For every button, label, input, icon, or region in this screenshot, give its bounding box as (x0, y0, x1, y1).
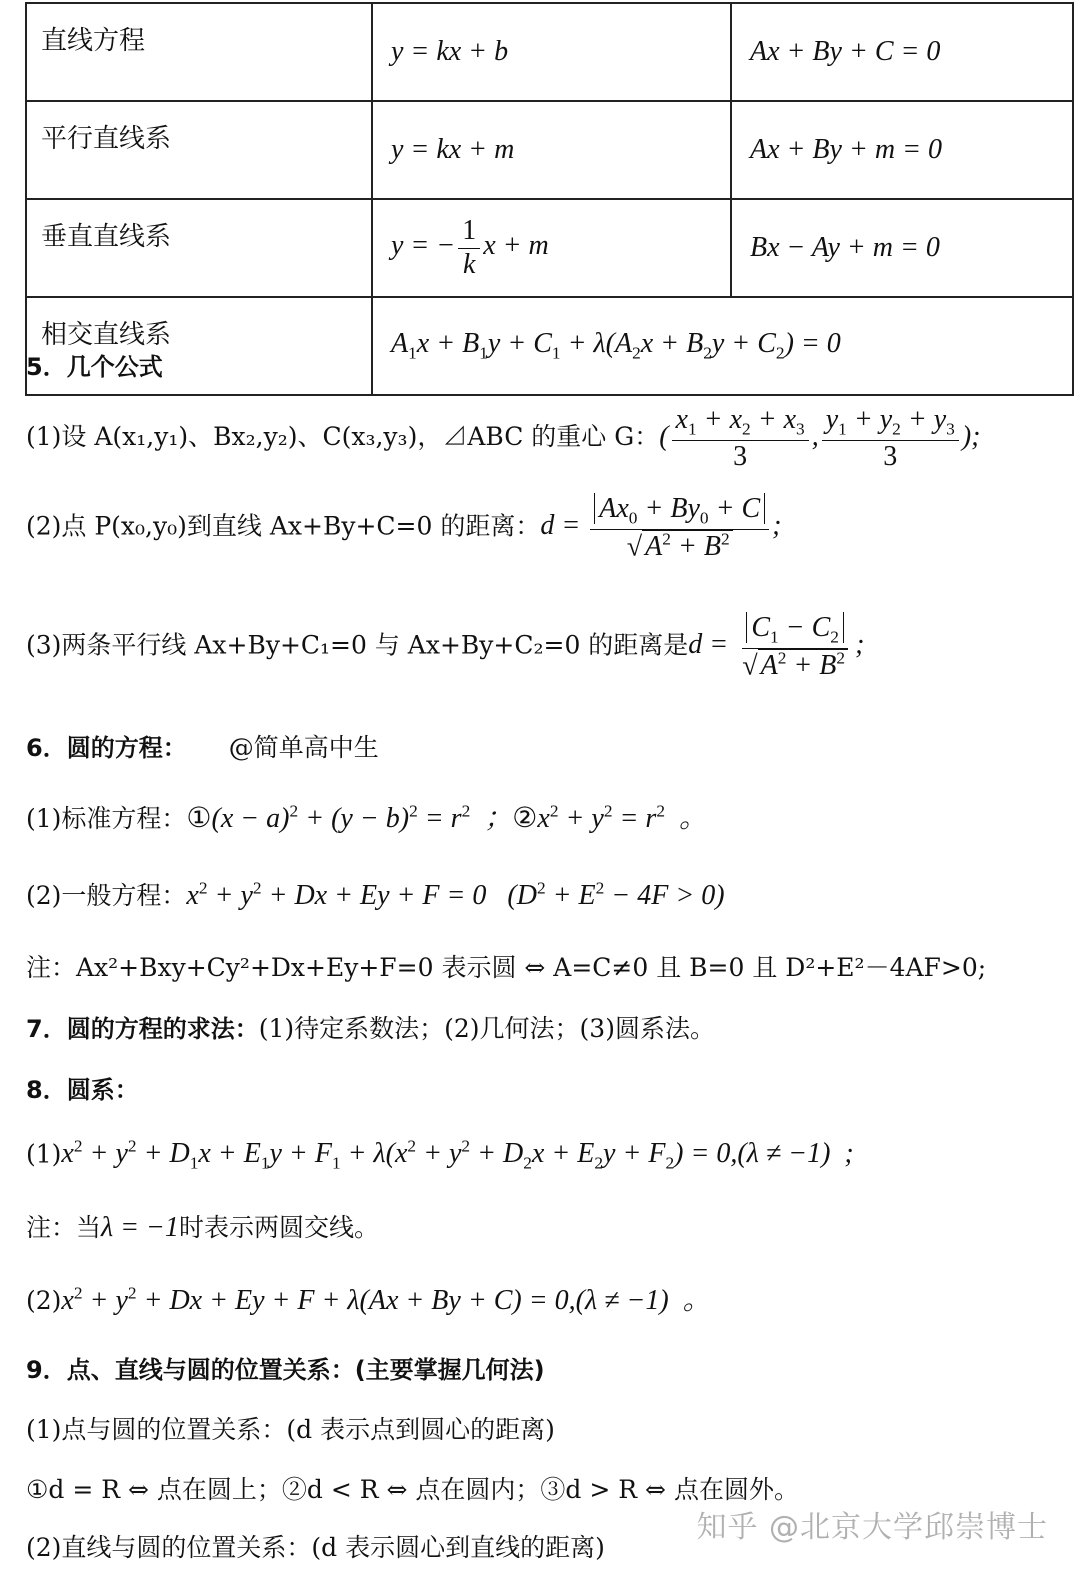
section-5-heading: 5．几个公式 (26, 353, 163, 381)
formula-general: Ax + By + C = 0 (750, 36, 941, 67)
circle-family-1: $(1)x^2 + y^2 + D_1x + E_1y + F_1 + \lambda(x^2 + y^2 + D_2x + E_2y + F_2) = 0,(\lambda \ne -1)$ ; (26, 1137, 854, 1173)
circle-family-note: 注：当λ = −1时表示两圆交线。 (26, 1212, 379, 1243)
table-row (26, 3, 1073, 101)
circle-condition-note: 注：Ax²+Bxy+Cy²+Dx+Ey+F=0 表示圆 ⇔ A=C≠0 且 B=0 且 D²+E²－4AF>0; (26, 953, 987, 982)
zhihu-watermark: 知乎 @北京大学邱崇博士 (696, 1510, 1048, 1545)
centroid-formula: (1)设 A(x₁,y₁)、Bx₂,y₂)、C(x₃,y₃)，⊿ABC 的重心 G：( $\frac{x_1 + x_2 + x_3}{3}$ , $\frac{y_1 + y_2 + y_3}{3}$ ); (26, 404, 981, 472)
circle-general-equation: (2)一般方程：$x^2 + y^2 + Dx + Ey + F = 0$ $(D^2 + E^2 - 4F > 0)$ (26, 878, 725, 911)
point-line-distance: (2)点 P(x₀,y₀)到直线 Ax+By+C=0 的距离：d = $\frac{Ax_0 + By_0 + C}{√ A^2 + B^2}$ ; (26, 493, 782, 562)
section-8-heading: 8．圆系： (26, 1076, 139, 1104)
row-label: 直线方程 (26, 3, 372, 101)
section-6-heading: 6．圆的方程： @简单高中生 (26, 733, 379, 762)
fraction: $\frac{1}{k}$ (458, 215, 480, 280)
parallel-lines-distance: (3)两条平行线 Ax+By+C₁=0 与 Ax+By+C₂=0 的距离是d = $\frac{C_1 - C_2}{√ A^2 + B^2}$ ; (26, 612, 865, 681)
line-equation-table (25, 2, 1074, 396)
line-circle-relation: (2)直线与圆的位置关系：(d 表示圆心到直线的距离) (26, 1533, 605, 1562)
author-handle: @简单高中生 (228, 733, 379, 762)
point-circle-relation: (1)点与圆的位置关系：(d 表示点到圆心的距离) (26, 1415, 555, 1444)
row-label: 相交直线系 (26, 297, 372, 395)
table-row (26, 101, 1073, 199)
formula-parallel-1: y = kx + m (391, 134, 515, 165)
formula-perpendicular-1: y = − $\frac{1}{k}$ x + m (391, 215, 549, 280)
table-row (26, 297, 1073, 395)
point-circle-cases: ①d = R ⇔ 点在圆上；②d < R ⇔ 点在圆内；③d > R ⇔ 点在圆外。 (26, 1475, 799, 1504)
formula-perpendicular-2: Bx − Ay + m = 0 (750, 232, 940, 263)
row-label: 垂直直线系 (26, 199, 372, 297)
row-label: 平行直线系 (26, 101, 372, 199)
formula-parallel-2: Ax + By + m = 0 (750, 134, 942, 165)
formula-slope-intercept: y = kx + b (391, 36, 509, 67)
circle-family-2: $(2)x^2 + y^2 + Dx + Ey + F + \lambda(Ax + By + C) = 0,(\lambda \ne -1)$ 。 (26, 1283, 711, 1316)
formula-intersecting: $A_1x + B_1y + C_1 + \lambda(A_2x + B_2y + C_2) = 0$ (391, 328, 841, 363)
section-9-heading: 9．点、直线与圆的位置关系：(主要掌握几何法) (26, 1356, 545, 1384)
circle-standard-equation: (1)标准方程：①(x − $a)^2 + (y - b)^2 = r^2$ ；$②x^2 + y^2 = r^2$ 。 (26, 801, 708, 834)
table-row (26, 199, 1073, 297)
section-7: 7．圆的方程的求法：(1)待定系数法；(2)几何法；(3)圆系法。 (26, 1014, 715, 1043)
